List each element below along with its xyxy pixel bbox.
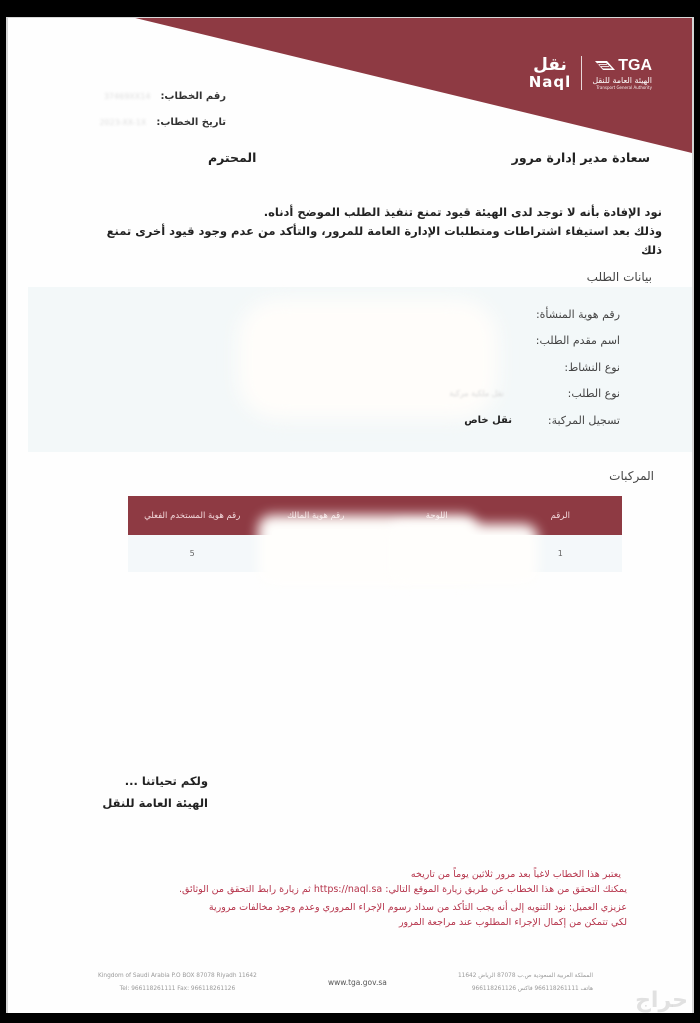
closing: ولكم تحياتنا ... الهيئة العامة للنقل [102,774,208,810]
field-applicant-name: اسم مقدم الطلب: [535,334,620,347]
letter-date-value: 2023-XX-1X [99,117,147,127]
tga-logo: TGA الهيئة العامة للنقل Transport General Authority [592,56,652,90]
website-link[interactable]: www.tga.gov.sa [328,978,387,987]
letter-date-row: تاريخ الخطاب: 2023-XX-1X [99,116,226,128]
letter-body: نود الإفادة بأنه لا توجد لدى الهيئة قيود تمنع تنفيذ الطلب الموضح أدناه. وذلك بعد استيفاء اشتراطات ومتطلبات الإدارة العامة للمرور، والتأكد من عدم وجود قيود أخرى تمنع ذلك [106,205,662,257]
letter-page [6,17,694,1013]
letter-meta [86,83,226,135]
tga-emblem-icon [595,59,615,72]
logo-divider [581,56,582,90]
notes: يعتبر هذا الخطاب لاغياً بعد مرور ثلاثين يوماً من تاريخه يمكنك التحقق من هذا الخطاب عن طريق زيارة الموقع التالي: https://naql.sa ثم زيارة رابط التحقق من الوثائق. عزيزي العميل: نود التنويه إلى أنه يجب التأكد من سداد رسوم الإجراء المروري وعدم وجود مخالفات مرورية لكي تتمكن من إكمال الإجراء المطلوب عند مراجعة المرور [179,869,627,928]
col-user-id: رقم هوية المستخدم الفعلي [128,496,256,535]
recipient: سعادة مدير إدارة مرور [511,150,650,165]
field-request-type: نوع الطلب: نقل ملكية مركبة [449,387,620,400]
field-establishment-id: رقم هوية المنشأة: [535,308,620,321]
vehicles-title: المركبات [609,469,654,483]
logos [529,56,652,90]
redaction-blur [388,524,538,584]
col-number: الرقم [499,496,623,535]
table-row: 1 5 [128,535,622,572]
honorific: المحترم [208,150,257,165]
footer: Kingdom of Saudi Arabia P.O BOX 87078 Riyadh 11642 Tel: 966118261111 Fax: 966118261126 www.tga.gov.sa المملكة العربية السعودية ص.ب 87078 الرياض 11642 هاتف 966118261111 فاكس 966118261126 [98,973,593,992]
redaction-blur [238,299,498,419]
request-data-title: بيانات الطلب [586,270,652,284]
naql-logo: نقل Naql [528,54,572,91]
field-activity-type: نوع النشاط: [564,361,620,374]
letter-number-row: رقم الخطاب: 37469XX14 [103,90,226,102]
field-vehicle-registration: تسجيل المركبة: نقل خاص [464,414,620,427]
letter-number-value: 37469XX14 [103,91,151,101]
watermark: حراج [635,988,688,1013]
